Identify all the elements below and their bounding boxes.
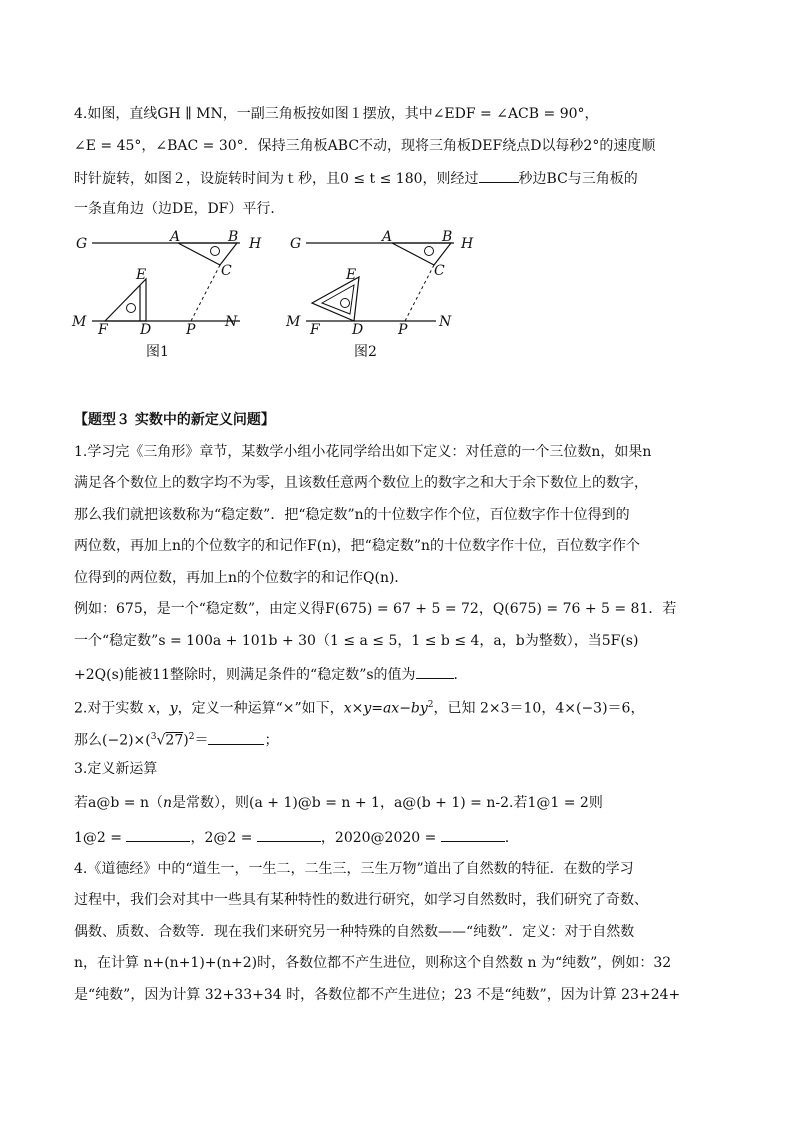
q2-radicand: 27: [165, 732, 184, 749]
triangle-abc: [178, 243, 237, 265]
label-b: B: [442, 229, 453, 245]
q2-line2: [74, 728, 278, 750]
triangle-hole: [127, 304, 136, 313]
label-g: G: [76, 236, 88, 252]
label-d: D: [352, 322, 364, 338]
label-d: D: [140, 322, 152, 338]
label-c: C: [221, 263, 232, 279]
problem4-line2: ∠E = 45°，∠BAC = 30°．保持三角板ABC不动，现将三角板DEF绕点D以每秒2°的速度顺: [74, 138, 656, 154]
q2-tail: ；: [264, 732, 279, 749]
label-b: B: [228, 229, 239, 245]
q2-var-x: x: [147, 700, 156, 717]
q2-comma: ，: [155, 700, 170, 717]
label-h: H: [461, 236, 474, 252]
label-m: M: [72, 314, 87, 330]
dashed-cp: [405, 265, 434, 321]
answer-blank[interactable]: [441, 827, 505, 842]
q1-line2: 满足各个数位上的数字均不为零，且该数任意两个数位上的数字之和大于余下数位上的数字，: [74, 475, 648, 491]
q3-text-c: 1@2 =: [74, 830, 127, 846]
q3-line2: [74, 794, 603, 812]
q1-line1: 1.学习完《三角形》章节，某数学小组小花同学给出如下定义：对任意的一个三位数n，如果n: [74, 444, 652, 460]
q3-text-a: 若a@b = n（: [74, 795, 163, 811]
triangle-abc: [392, 243, 451, 265]
q2-root-index: 3: [150, 732, 157, 742]
q3-line3: [74, 827, 509, 847]
label-f: F: [310, 322, 320, 338]
q3-text-e: ，2020@2020 =: [320, 830, 441, 846]
label-g: G: [290, 236, 302, 252]
label-e: E: [346, 267, 357, 283]
label-f: F: [98, 322, 108, 338]
q2-line1: [74, 696, 644, 718]
label-p: P: [186, 322, 196, 338]
q3-text-d: ，2@2 =: [190, 830, 257, 846]
q4-line1: 4.《道德经》中的“道生一，一生二，二生三，三生万物”道出了自然数的特征．在数的学习: [74, 861, 634, 877]
problem4-line3-text: 时针旋转，如图２，设旋转时间为ｔ秒，且0 ≤ t ≤ 180，则经过: [74, 171, 479, 187]
label-a: A: [170, 229, 181, 245]
triangle-hole: [341, 299, 350, 308]
label-e: E: [136, 267, 147, 283]
dashed-cp: [191, 265, 220, 321]
label-n: N: [439, 314, 452, 330]
q4-line3: 偶数、质数、合数等．现在我们来研究另一种特殊的自然数——“纯数”．定义：对于自然数: [74, 924, 635, 940]
q3-title: 3.定义新运算: [74, 761, 158, 777]
q1-line8-text: +2Q(s)能被11整除时，则满足条件的“稳定数”s的值为: [74, 667, 416, 683]
q4-line4: n，在计算 n+(n+1)+(n+2)时，各数位都不产生进位，则称这个自然数 n 为“纯数”，例如：32: [74, 955, 672, 971]
figure-1-caption: 图1: [146, 344, 169, 360]
problem4-line3-tail: 秒边BC与三角板的: [518, 171, 638, 187]
q2-paren: ): [183, 732, 189, 749]
q1-line5: 位得到的两位数，再加上n的个位数字的和记作Q(n)．: [74, 570, 409, 586]
problem4-line3: [74, 168, 638, 188]
q2-exp2: 2: [188, 732, 195, 742]
q1-line7: 一个“稳定数”s = 100a + 101b + 30（1 ≤ a ≤ 5，1 ≤ b ≤ 4，a，b为整数），当5F(s): [74, 633, 639, 649]
problem4-line1: 4.如图，直线GH ∥ MN，一副三角板按如图１摆放，其中∠EDF = ∠ACB = 90°，: [74, 106, 599, 122]
sqrt-sign: √: [156, 732, 166, 749]
q3-text-b: 是常数），则(a + 1)@b = n + 1，a@(b + 1) = n-2.若1@1 = 2则: [172, 795, 603, 811]
problem4-line4: 一条直角边（边DE，DF）平行．: [74, 201, 285, 217]
label-h: H: [249, 236, 262, 252]
q1-line8: [74, 664, 468, 684]
label-p: P: [398, 322, 408, 338]
answer-blank[interactable]: [479, 168, 519, 183]
q2-text-c: ，已知 2×3＝10，4×(−3)＝6，: [433, 700, 645, 717]
q2-exp: 2: [427, 700, 434, 710]
answer-blank[interactable]: [257, 827, 321, 842]
answer-blank[interactable]: [416, 664, 454, 679]
label-m: M: [286, 314, 301, 330]
triangle-hole: [211, 247, 220, 256]
q4-line2: 过程中，我们会对其中一些具有某种特性的数进行研究，如学习自然数时，我们研究了奇数、: [74, 892, 648, 908]
q3-n: n: [162, 795, 172, 811]
triangle-hole: [425, 247, 434, 256]
q2-text-b: ，定义一种运算“×”如下，: [177, 700, 344, 717]
figure-1: [70, 228, 280, 348]
figure-2-caption: 图2: [354, 344, 377, 360]
q3-text-f: .: [504, 830, 510, 846]
answer-blank[interactable]: [208, 730, 264, 745]
answer-blank[interactable]: [126, 827, 190, 842]
q1-line4: 两位数，再加上n的个位数字的和记作F(n)，把“稳定数”n的十位数字作十位，百位数字作个: [74, 538, 640, 554]
q1-line3: 那么我们就把该数称为“稳定数”．把“稳定数”n的十位数字作个位，百位数字作十位得到的: [74, 507, 630, 523]
section-heading: 【题型３ 实数中的新定义问题】: [74, 412, 275, 428]
label-a: A: [382, 229, 393, 245]
q1-line6: 例如：675，是一个“稳定数”，由定义得F(675) = 67 + 5 = 72，Q(675) = 76 + 5 = 81．若: [74, 601, 677, 617]
q2-eq: ＝: [194, 732, 209, 749]
label-n: N: [225, 314, 238, 330]
q2-text-a: 2.对于实数: [74, 700, 148, 717]
label-c: C: [434, 263, 445, 279]
q2-text-d: 那么(−2)×(: [74, 732, 151, 749]
q2-var-y: y: [169, 700, 178, 717]
q2-expr: x×y=ax−by: [343, 700, 428, 717]
figure-2: [284, 228, 494, 348]
q1-line8-tail: ．: [453, 667, 468, 683]
q4-line5: 是“纯数”，因为计算 32+33+34 时，各数位都不产生进位；23 不是“纯数”，因为计算 23+24+: [74, 987, 681, 1003]
